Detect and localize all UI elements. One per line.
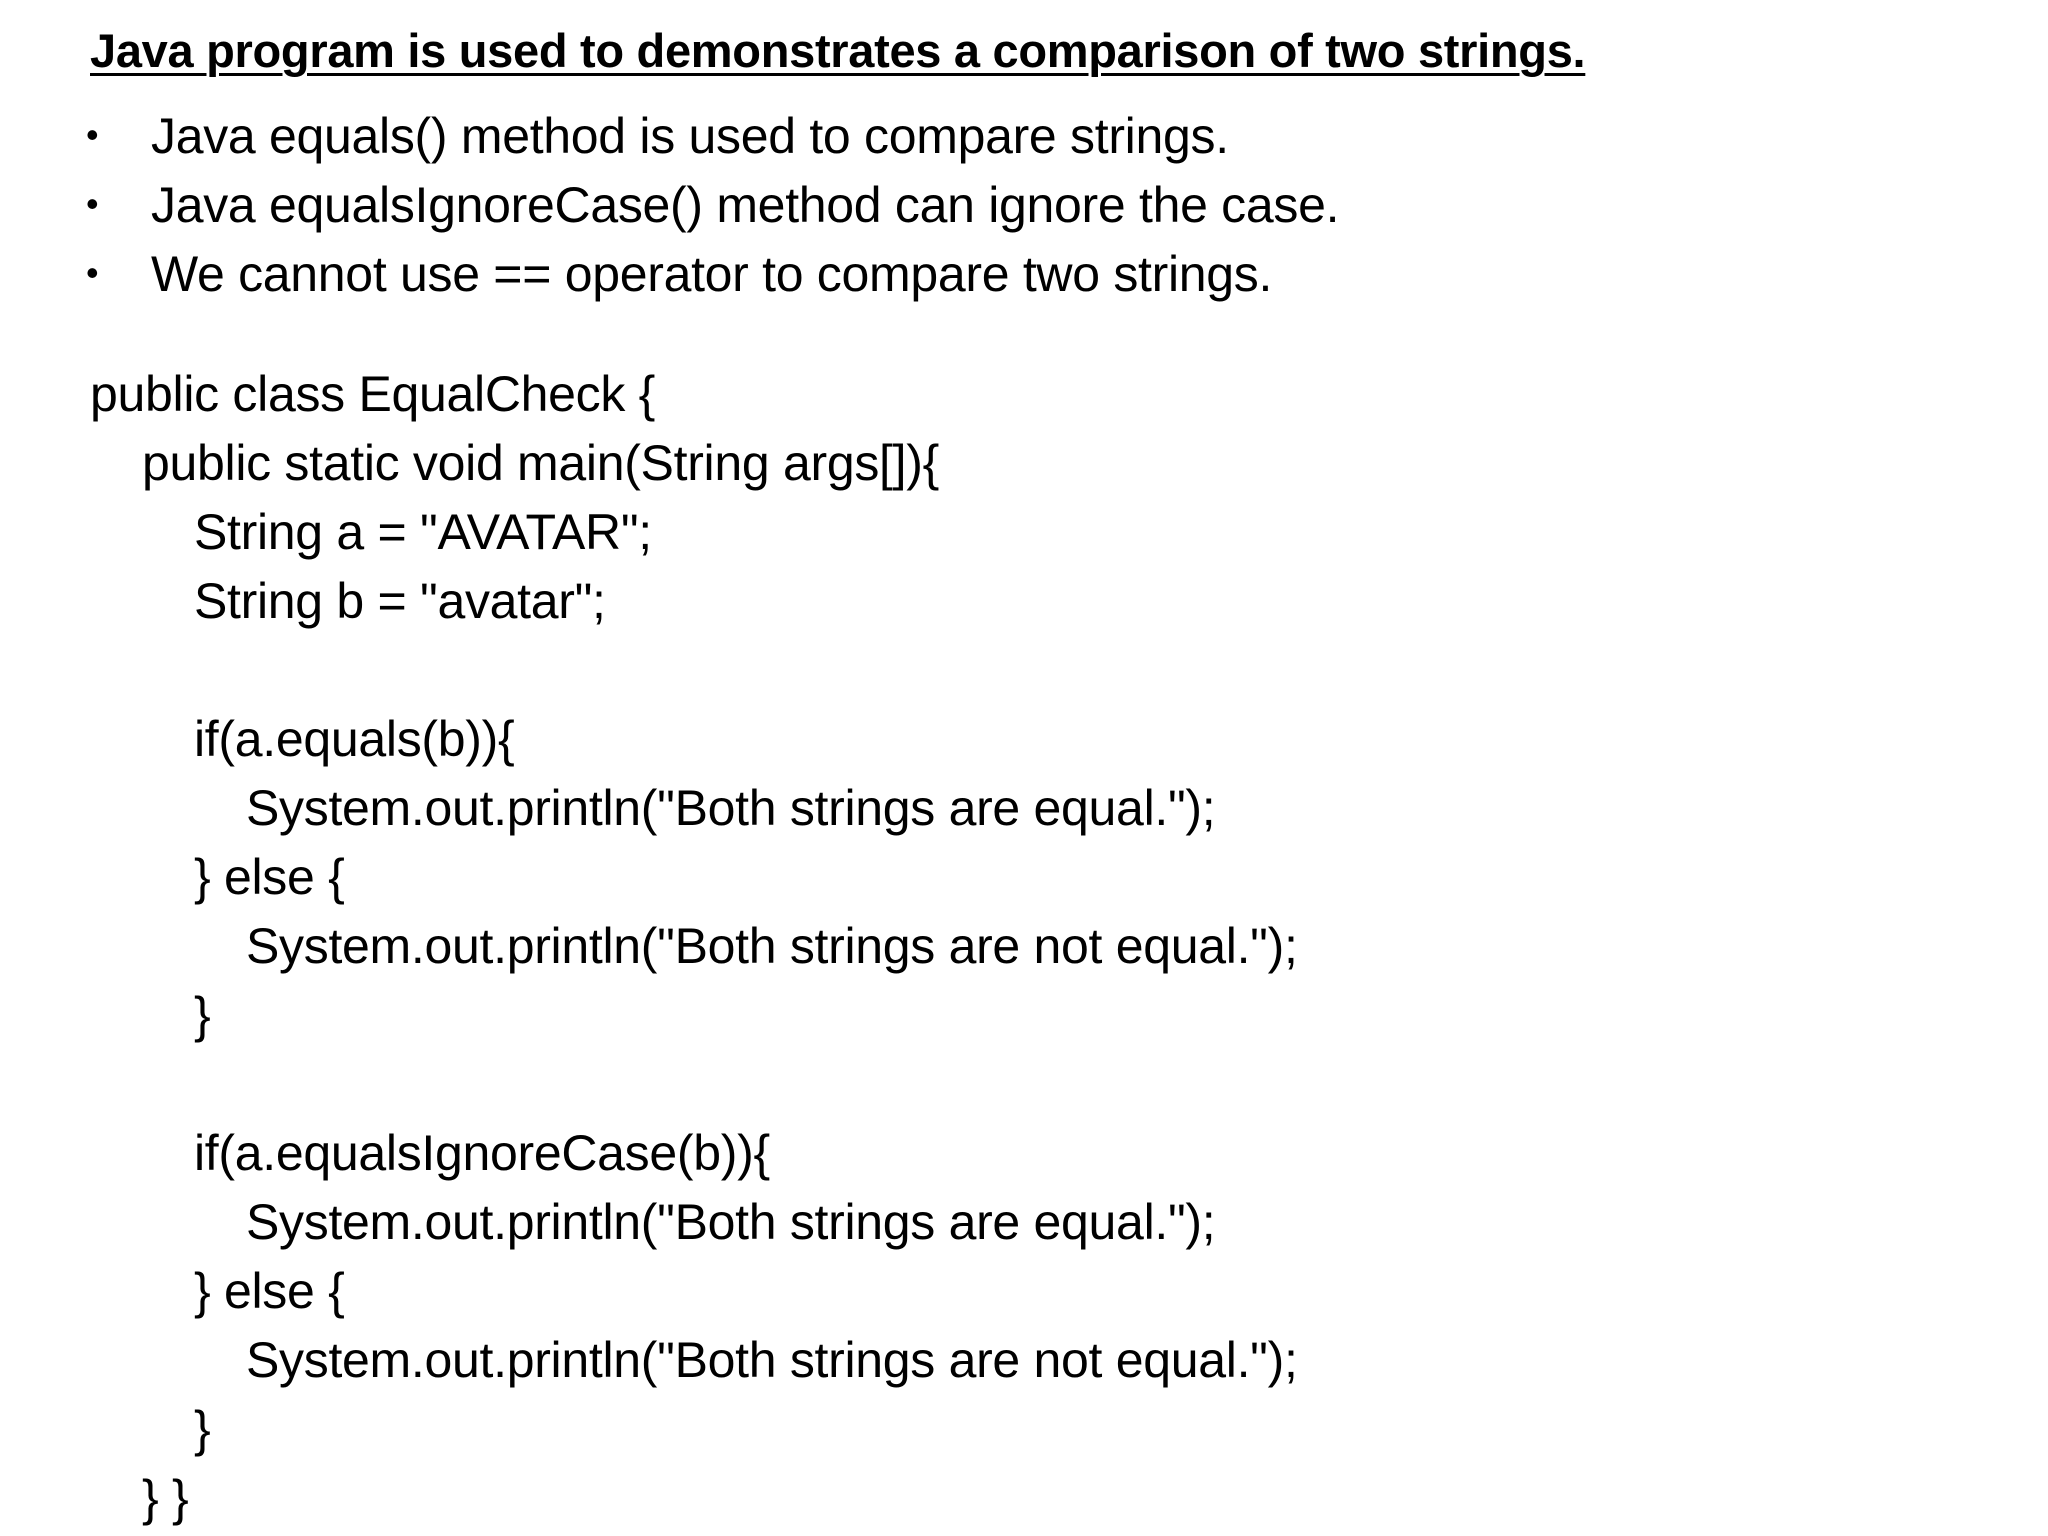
code-line: } else { <box>194 849 345 905</box>
bullet-icon: • <box>86 183 99 224</box>
code-line: } <box>194 987 211 1043</box>
code-line-blank <box>90 1050 1298 1119</box>
code-line: System.out.println("Both strings are not equal."); <box>246 918 1298 974</box>
code-line: } else { <box>194 1263 345 1319</box>
bullet-icon: • <box>86 114 99 155</box>
code-line: String b = "avatar"; <box>194 573 606 629</box>
code-line: if(a.equals(b)){ <box>194 711 515 767</box>
code-line-blank <box>90 636 1298 705</box>
bullet-icon: • <box>86 252 99 293</box>
slide-title: Java program is used to demonstrates a comparison of two strings. <box>90 24 1586 77</box>
code-line: public class EqualCheck { <box>90 366 656 422</box>
code-line: System.out.println("Both strings are not equal."); <box>246 1332 1298 1388</box>
code-line: } <box>194 1401 211 1457</box>
code-line: } } <box>142 1470 189 1526</box>
bullet-text: Java equalsIgnoreCase() method can ignore the case. <box>151 177 1340 233</box>
code-line: System.out.println("Both strings are equal."); <box>246 780 1216 836</box>
code-line: if(a.equalsIgnoreCase(b)){ <box>194 1125 770 1181</box>
code-line: public static void main(String args[]){ <box>142 435 939 491</box>
code-block <box>90 360 1298 1533</box>
code-line: String a = "AVATAR"; <box>194 504 652 560</box>
code-line: System.out.println("Both strings are equal."); <box>246 1194 1216 1250</box>
bullet-text: Java equals() method is used to compare strings. <box>151 108 1229 164</box>
bullet-text: We cannot use == operator to compare two strings. <box>151 246 1273 302</box>
